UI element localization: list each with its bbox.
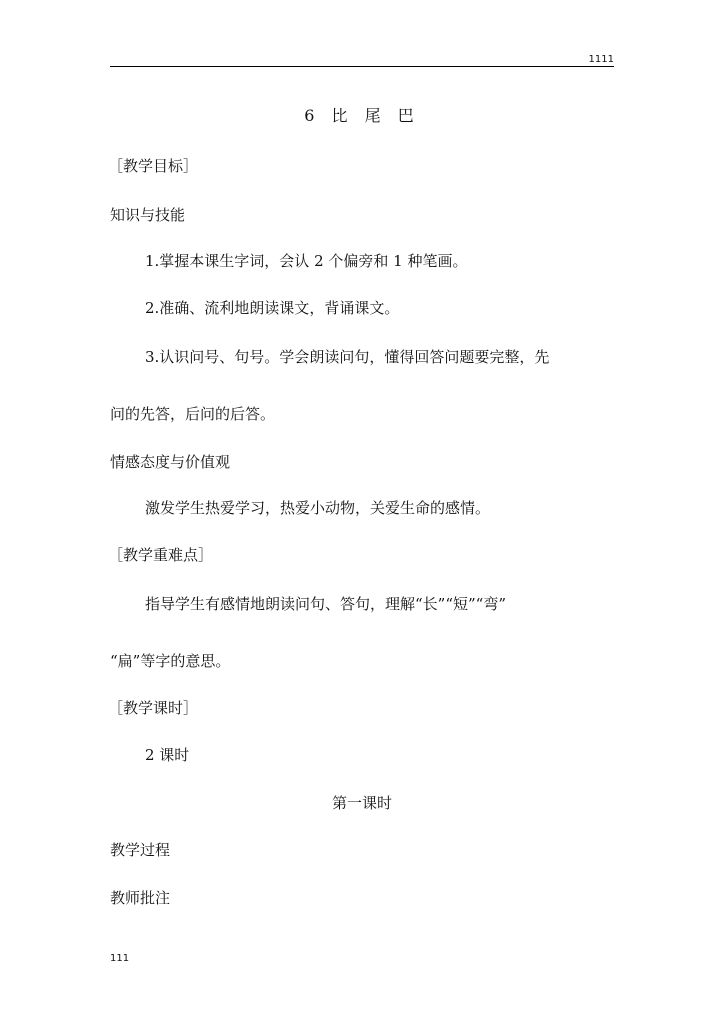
knowledge-heading: 知识与技能 — [110, 206, 186, 224]
footer-page-number: 111 — [110, 953, 130, 964]
hours-heading: ［教学课时］ — [108, 699, 199, 717]
teacher-notes-heading: 教师批注 — [110, 889, 171, 907]
objectives-heading: ［教学目标］ — [108, 157, 199, 175]
emotion-text: 激发学生热爱学习，热爱小动物，关爱生命的感情。 — [145, 499, 491, 517]
first-lesson-heading: 第一课时 — [331, 794, 392, 812]
process-heading: 教学过程 — [110, 841, 171, 859]
lesson-title: 6 比 尾 巴 — [304, 106, 420, 125]
header-rule — [110, 66, 614, 67]
objective-item-1: 1.掌握本课生字词，会认 2 个偏旁和 1 种笔画。 — [145, 252, 468, 270]
header-page-number: 1111 — [588, 54, 614, 65]
objective-item-3-line1: 3.认识问号、句号。学会朗读问句，懂得回答问题要完整，先 — [145, 348, 550, 366]
objective-item-3-line2: 问的先答，后问的后答。 — [110, 405, 276, 423]
objective-item-2: 2.准确、流利地朗读课文，背诵课文。 — [145, 299, 400, 317]
keypoints-heading: ［教学重难点］ — [108, 546, 214, 564]
hours-text: 2 课时 — [145, 746, 190, 764]
keypoints-line2: “扁”等字的意思。 — [110, 652, 231, 670]
emotion-heading: 情感态度与价值观 — [110, 453, 231, 471]
keypoints-line1: 指导学生有感情地朗读问句、答句，理解“长”“短”“弯” — [145, 595, 507, 613]
